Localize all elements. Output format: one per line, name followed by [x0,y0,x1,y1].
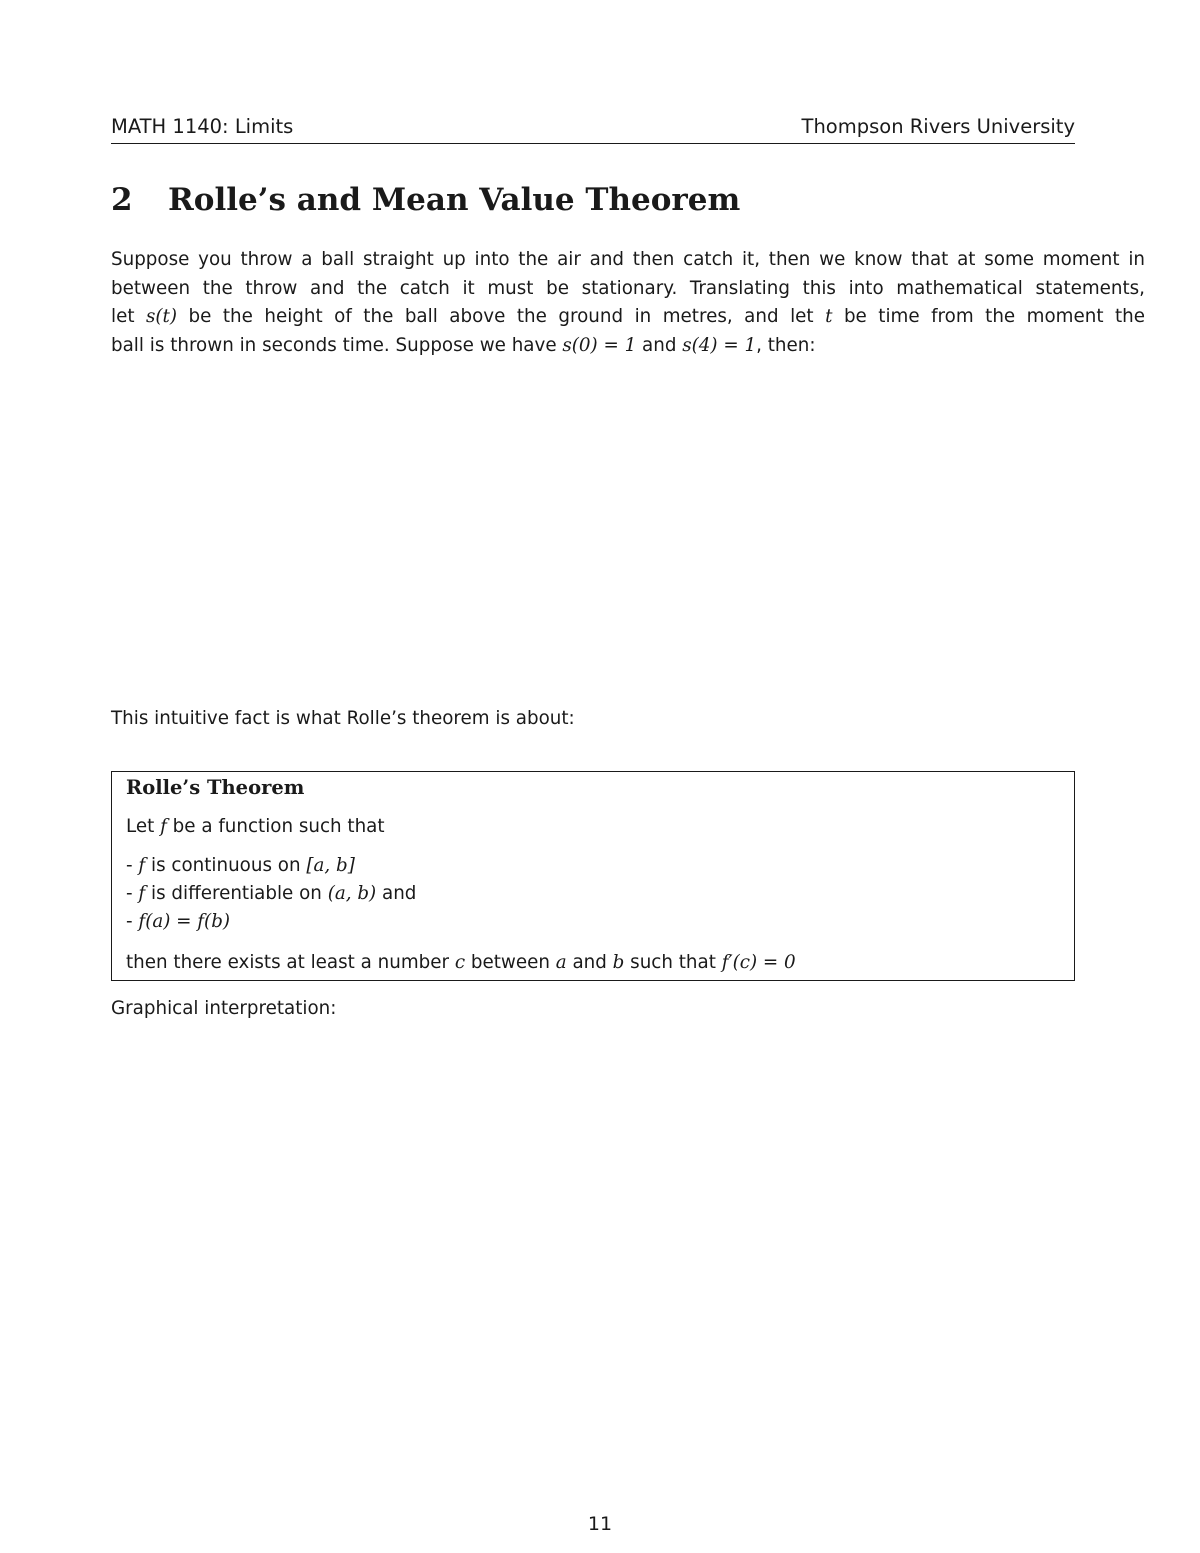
condition-continuous [126,855,355,876]
text-run: let [111,306,147,327]
math-c: c [454,952,466,973]
intro-line-4 [111,332,1145,361]
text-run: and [376,883,417,904]
theorem-title: Rolle’s Theorem [126,776,305,799]
math-s-of-t: s(t) [146,306,178,327]
dash: - [126,855,139,876]
text-run: between [465,952,556,973]
intro-line-2: between the throw and the catch it must be stationary. Translating this into mathematical statements, [111,277,1145,299]
dash: - [126,911,139,932]
math-s0: s(0) = 1 [562,334,637,356]
math-closed-interval: [a, b] [306,855,355,876]
math-a: a [555,952,567,973]
theorem-intro [126,816,385,837]
graphical-interpretation-label: Graphical interpretation: [111,998,337,1019]
theorem-conclusion [126,952,796,973]
fact-paragraph: This intuitive fact is what Rolle’s theorem is about: [111,708,575,729]
math-s4: s(4) = 1 [682,334,757,356]
math-derivative-zero: f′(c) = 0 [721,952,796,973]
text-run: and [566,952,613,973]
text-run: be the height of the ball above the ground in metres, and let [177,306,826,327]
text-run: is continuous on [145,855,307,876]
text-run: is differentiable on [145,883,328,904]
running-header [111,113,1075,144]
math-open-interval: (a, b) [327,883,377,904]
text-run: then there exists at least a number [126,952,455,973]
section-title-text: Rolle’s and Mean Value Theorem [168,182,741,218]
intro-paragraph [111,246,1145,360]
math-f: f [160,816,167,837]
math-fa-equals-fb: f(a) = f(b) [138,911,231,932]
course-title: MATH 1140: Limits [111,115,294,138]
text-run: be a function such that [166,816,385,837]
math-t: t [825,306,833,327]
page-number: 11 [587,1513,613,1535]
text-run: , then: [756,334,816,356]
intro-line-3 [111,303,1145,332]
intro-line-1: Suppose you throw a ball straight up into the air and then catch it, then we know that at some moment in [111,249,1145,270]
text-run: such that [624,952,722,973]
dash: - [126,883,139,904]
university-name: Thompson Rivers University [801,115,1075,138]
theorem-box [111,771,1075,981]
text-run: be time from the moment the [832,306,1145,327]
section-heading [111,182,740,218]
math-b: b [612,952,625,973]
section-number: 2 [111,182,133,218]
text-run: Let [126,816,161,837]
condition-equal-endpoints [126,911,230,932]
math-f: f [138,855,146,876]
text-run: ball is thrown in seconds time. Suppose we have [111,334,563,356]
condition-differentiable [126,883,416,904]
text-run: and [636,334,683,356]
math-f: f [138,883,146,904]
